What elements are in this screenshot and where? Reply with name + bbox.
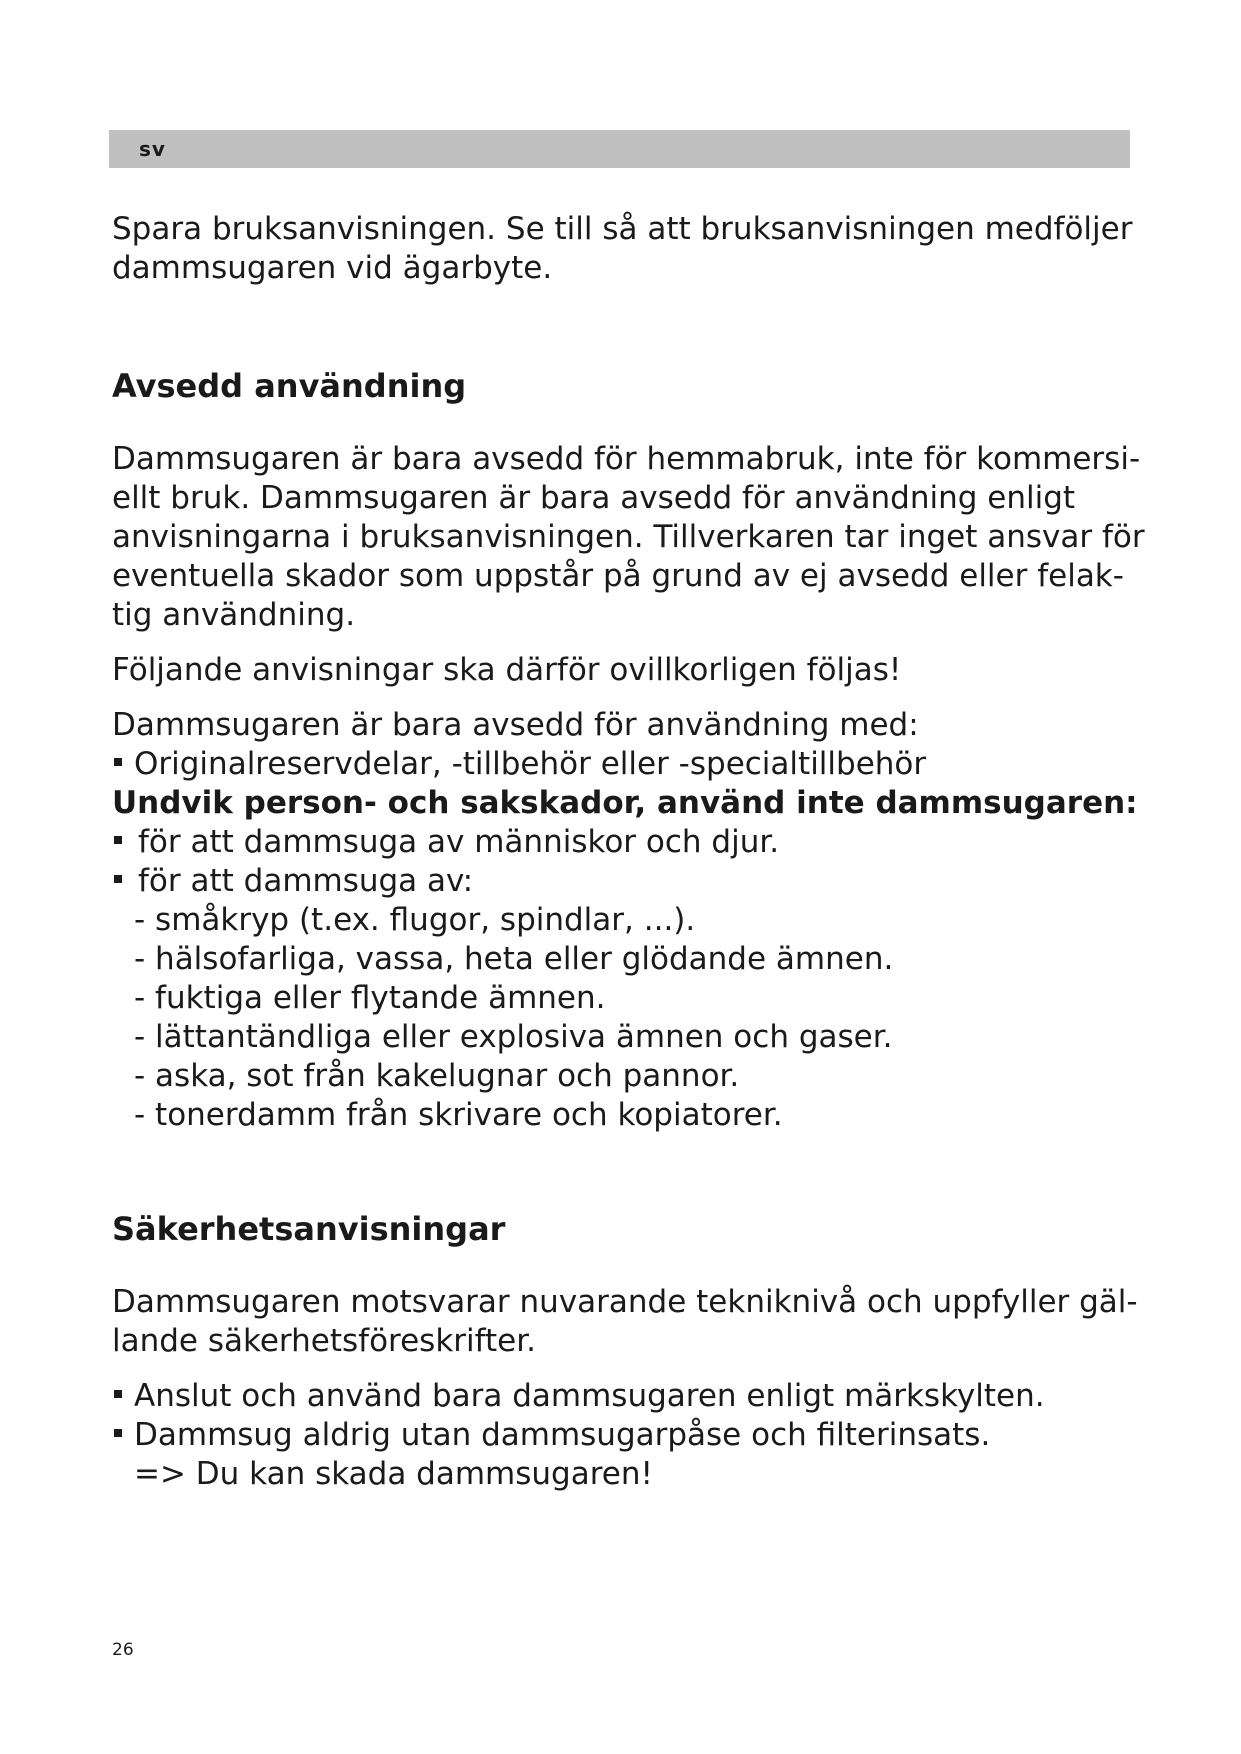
sub-list-item: - hälsofarliga, vassa, heta eller glödande ämnen. [134,941,894,977]
heading-safety: Säkerhetsanvisningar [112,1210,506,1248]
language-header-bar [109,130,1130,168]
safety-paragraph [112,1283,1162,1361]
list-item [112,862,1162,901]
bullet-text: för att dammsuga av: [138,863,474,899]
intended-with-text: Dammsugaren är bara avsedd för användning med: [112,707,919,743]
sub-list-item: - småkryp (t.ex. flugor, spindlar, ...). [134,902,696,938]
sub-list-item: - tonerdamm från skrivare och kopiatorer. [134,1097,783,1133]
bullet-text: Anslut och använd bara dammsugaren enligt märkskylten. [134,1378,1045,1414]
bullet-text: Originalreservdelar, -tillbehör eller -specialtillbehör [134,746,927,782]
page-content [112,210,1162,1494]
safety-line-1: Dammsugaren motsvarar nuvarande tekniknivå och uppfyller gäl- [112,1284,1138,1320]
list-item [112,1377,1162,1416]
follow-instructions-text: Följande anvisningar ska därför ovillkorligen följas! [112,652,902,688]
intended-use-line-3: anvisningarna i bruksanvisningen. Tillverkaren tar inget ansvar för [112,519,1145,555]
page-number: 26 [112,1640,134,1660]
list-item [112,823,1162,862]
heading-intended-use: Avsedd användning [112,367,467,405]
list-item [112,745,1162,784]
sub-list-item: - aska, sot från kakelugnar och pannor. [134,1058,740,1094]
warning-heading: Undvik person- och sakskador, använd inte dammsugaren: [112,785,1138,821]
intro-line-2: dammsugaren vid ägarbyte. [112,250,553,286]
bullet-icon [114,836,122,844]
bullet-icon [114,758,122,766]
bullet-icon [114,875,122,883]
list-item [112,1416,1162,1455]
intended-use-line-4: eventuella skador som uppstår på grund av ej avsedd eller felak- [112,558,1124,594]
sub-list-item: - fuktiga eller flytande ämnen. [134,980,606,1016]
intended-use-line-1: Dammsugaren är bara avsedd för hemmabruk, inte för kommersi- [112,441,1141,477]
consequence-text: => Du kan skada dammsugaren! [134,1456,653,1492]
safety-line-2: lande säkerhetsföreskrifter. [112,1323,536,1359]
intended-use-line-2: ellt bruk. Dammsugaren är bara avsedd för användning enligt [112,480,1076,516]
sub-list-item: - lättantändliga eller explosiva ämnen och gaser. [134,1019,893,1055]
intended-use-line-5: tig användning. [112,597,356,633]
intro-line-1: Spara bruksanvisningen. Se till så att bruksanvisningen medföljer [112,211,1133,247]
intended-use-paragraph [112,440,1162,635]
bullet-icon [114,1429,122,1437]
sub-list [112,901,1162,1135]
bullet-text: Dammsug aldrig utan dammsugarpåse och filterinsats. [134,1417,991,1453]
bullet-icon [114,1390,122,1398]
bullet-text: för att dammsuga av människor och djur. [138,824,780,860]
safety-list [112,1377,1162,1494]
language-code: sv [139,137,166,161]
